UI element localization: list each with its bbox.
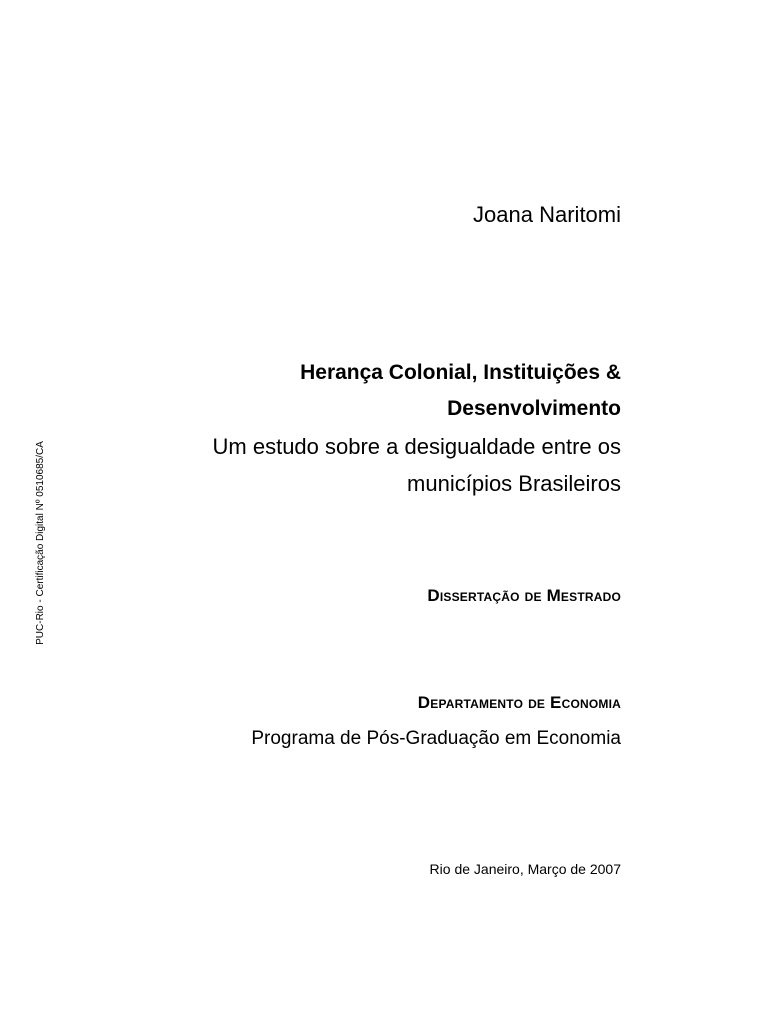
place-and-date: Rio de Janeiro, Março de 2007	[429, 861, 621, 877]
thesis-subtitle-line-1: Um estudo sobre a desigualdade entre os	[212, 434, 621, 459]
thesis-title-line-1: Herança Colonial, Instituições &	[300, 361, 621, 384]
thesis-title	[300, 355, 621, 427]
thesis-subtitle-line-2: municípios Brasileiros	[407, 471, 621, 496]
degree-type: Dissertação de Mestrado	[427, 586, 621, 605]
thesis-title-line-2: Desenvolvimento	[447, 397, 621, 420]
certification-watermark: PUC-Rio - Certificação Digital Nº 0510685/CA	[35, 441, 46, 645]
program-name: Programa de Pós-Graduação em Economia	[251, 728, 621, 749]
author-name: Joana Naritomi	[473, 202, 621, 227]
department-name: Departamento de Economia	[417, 693, 621, 712]
thesis-subtitle	[213, 428, 621, 502]
